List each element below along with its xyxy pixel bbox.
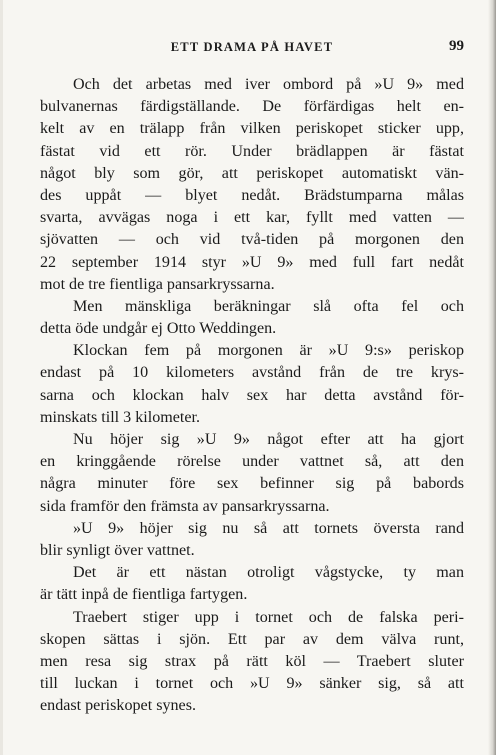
text-line: är tätt inpå de fientliga fartygen. <box>40 586 248 604</box>
text-line: något bly som gör, att periskopet automatiskt vän- <box>40 164 464 182</box>
text-line: en kringgående rörelse under vattnet så, att den <box>40 453 464 471</box>
text-line: Klockan fem på morgonen är »U 9:s» periskop <box>73 342 464 360</box>
text-line: Nu höjer sig »U 9» något efter att ha gjort <box>73 431 464 448</box>
text-line: Men mänskliga beräkningar slå ofta fel och <box>73 297 464 315</box>
text-line: kelt av en trälapp från vilken periskopet sticker upp, <box>40 120 464 138</box>
page-right-edge <box>488 0 496 755</box>
text-line: 22 september 1914 styr »U 9» med full fart nedåt <box>40 253 464 271</box>
text-line: minskats till 3 kilometer. <box>40 408 201 426</box>
text-line: skopen sättas i sjön. Ett par av dem välva runt, <box>40 630 464 648</box>
text-line: Traebert stiger upp i tornet och de falska peri- <box>73 608 464 626</box>
text-line: några minuter före sex befinner sig på babords <box>40 475 464 493</box>
text-line: men resa sig strax på rätt köl — Traebert sluter <box>40 652 464 670</box>
text-line: sjövatten — och vid två-tiden på morgonen den <box>40 231 464 249</box>
text-line: »U 9» höjer sig nu så att tornets översta rand <box>73 519 464 537</box>
text-line: endast på 10 kilometers avstånd från de tre krys- <box>40 364 464 382</box>
page-left-edge <box>0 0 3 755</box>
body-text <box>40 74 464 717</box>
text-line: fästat vid ett rör. Under brädlappen är fästat <box>40 142 464 160</box>
text-line: endast periskopet synes. <box>40 697 196 715</box>
text-line: detta öde undgår ej Otto Weddingen. <box>40 320 277 338</box>
text-line: blir synligt över vattnet. <box>40 541 195 559</box>
text-line: svarta, avvägas noga i ett kar, fyllt med vatten — <box>40 209 464 227</box>
running-title: ETT DRAMA PÅ HAVET <box>170 40 334 54</box>
text-line: sida framför den främsta av pansarkryssarna. <box>40 497 330 515</box>
running-header <box>40 40 464 60</box>
text-line: mot de tre fientliga pansarkryssarna. <box>40 275 275 293</box>
text-line: till luckan i tornet och »U 9» sänker sig, så att <box>40 675 464 693</box>
text-line: bulvanernas färdigställande. De förfärdigas helt en- <box>40 98 464 116</box>
page-number: 99 <box>449 38 464 54</box>
text-line: sarna och klockan halv sex har detta avstånd för- <box>40 386 464 404</box>
text-line: Och det arbetas med iver ombord på »U 9» med <box>73 76 464 93</box>
text-line: Det är ett nästan otroligt vågstycke, ty man <box>73 564 464 582</box>
text-line: des uppåt — blyet nedåt. Brädstumparna målas <box>40 186 464 204</box>
